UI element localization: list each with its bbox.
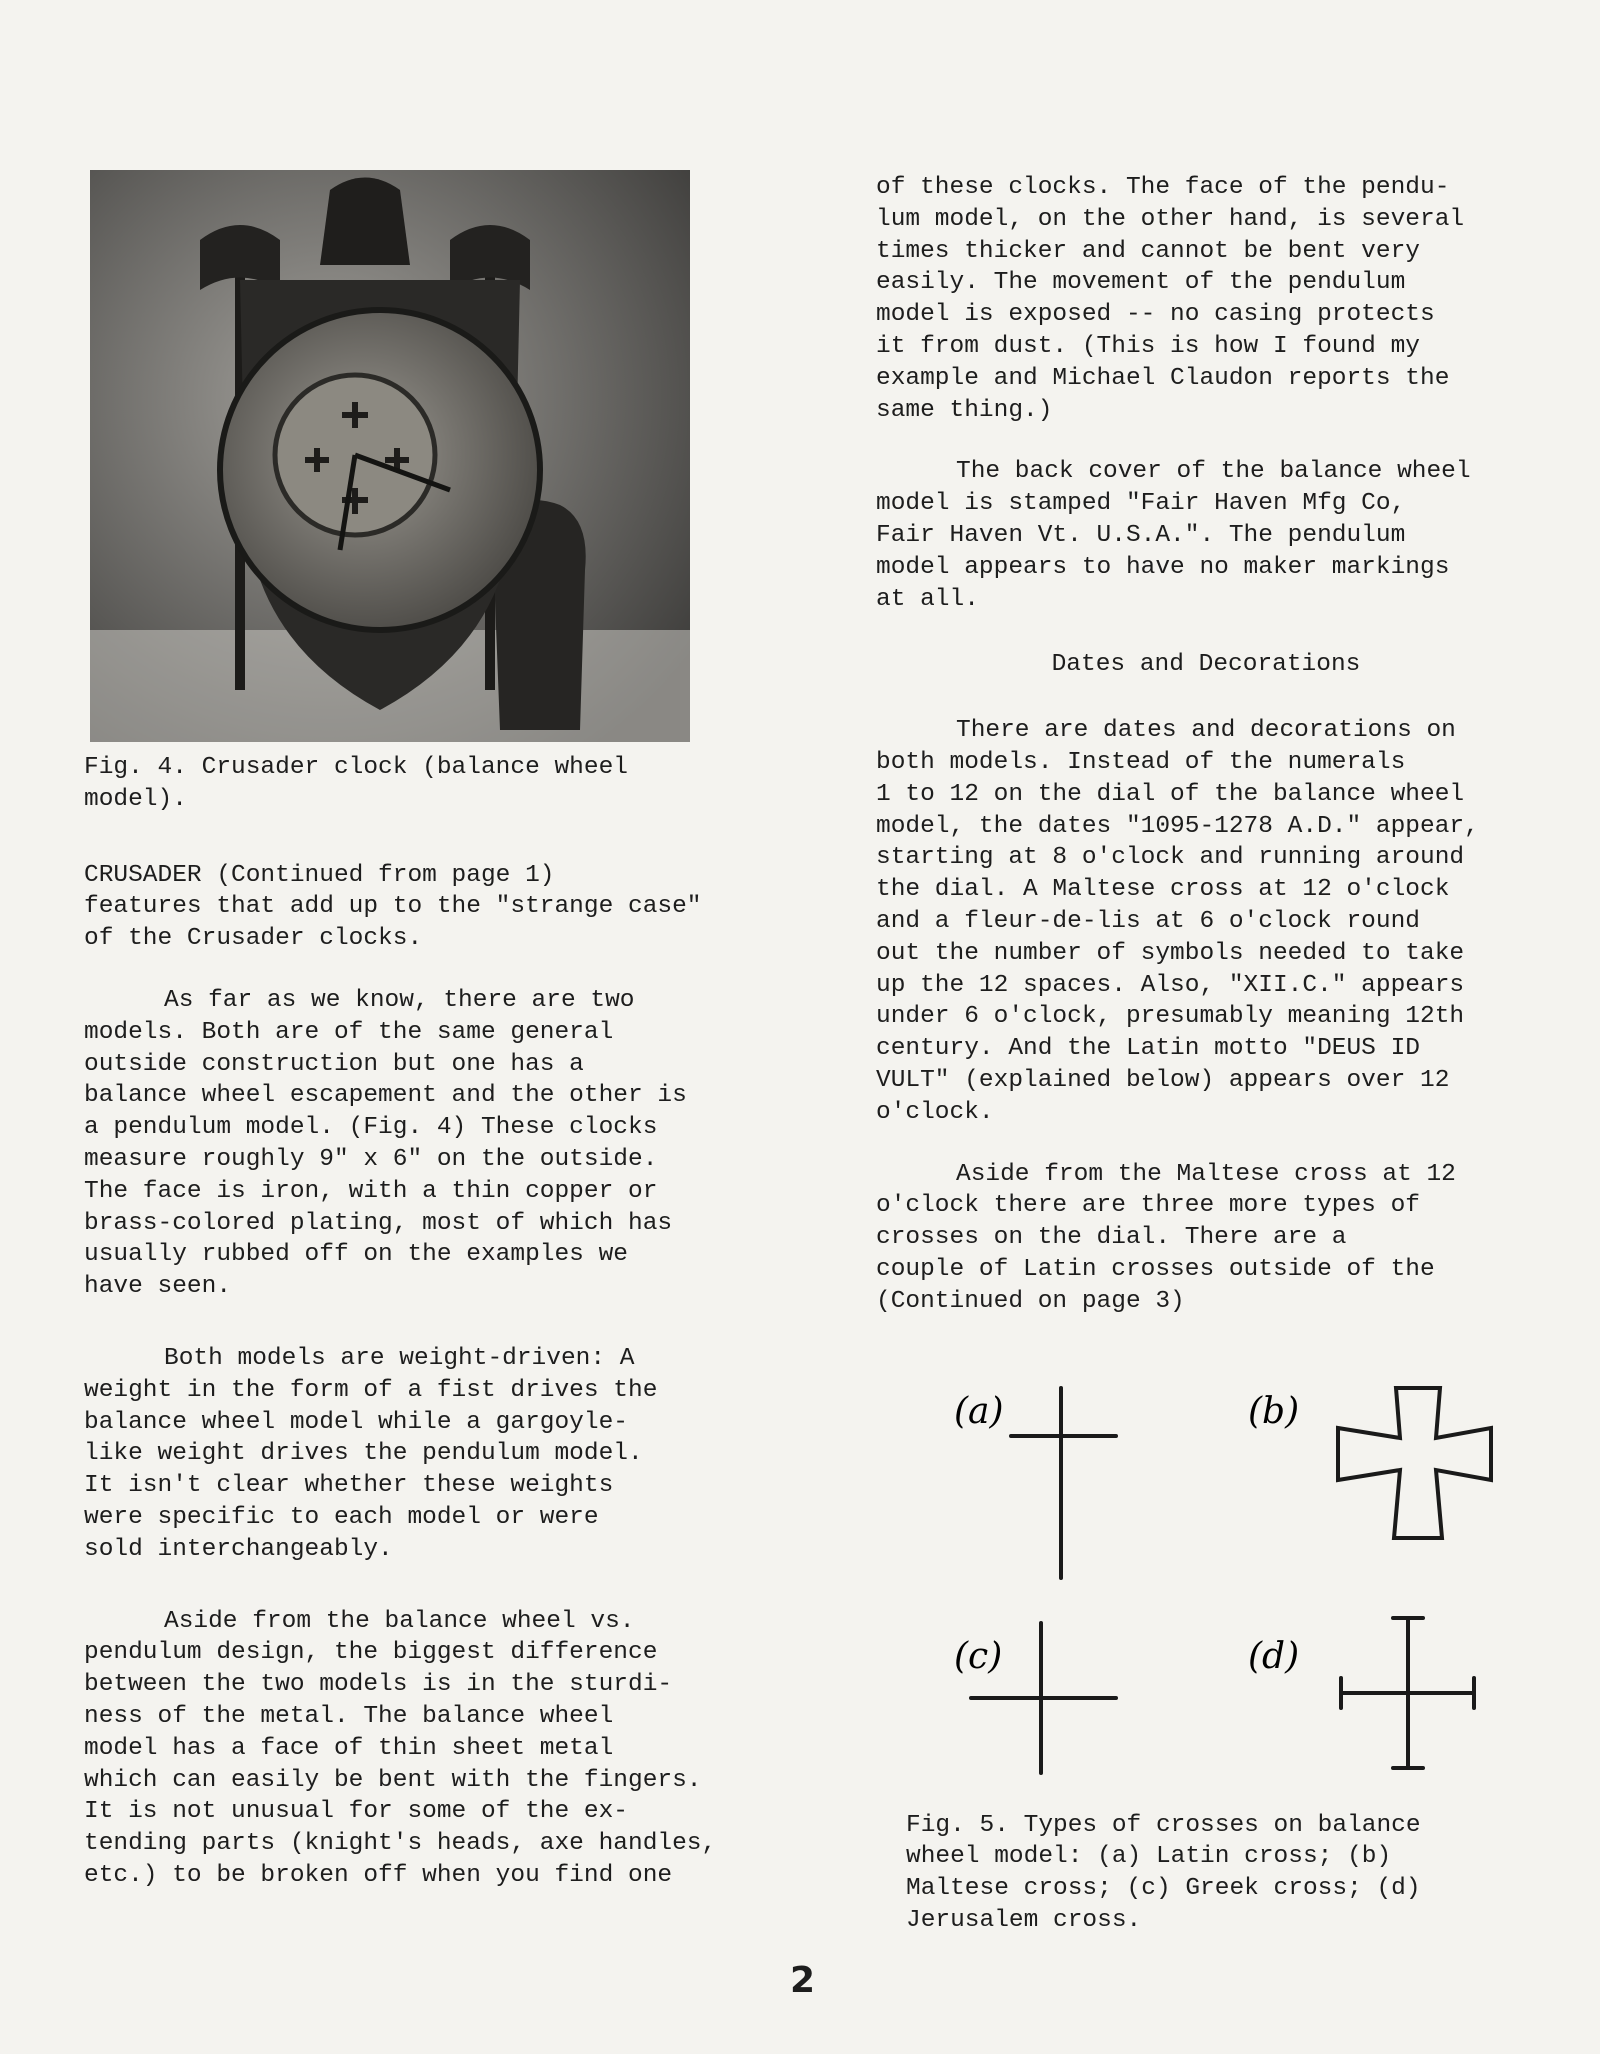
paragraph-two-models: As far as we know, there are two models. Both are of the same general outside construction but one has a balance wheel escapement and the other is a pendulum model. (Fig. 4) These clocks measure roughly 9" x 6" on the outside. The face is iron, with a thin copper or brass-colored plating, most of which has usually rubbed off on the examples we have seen. <box>84 986 687 1301</box>
crusader-clock-photo <box>90 170 690 742</box>
figure-4-caption: Fig. 4. Crusader clock (balance wheel model). <box>84 754 628 813</box>
cross-label-d: (d) <box>1248 1635 1300 1677</box>
paragraph-sturdiness: Aside from the balance wheel vs. pendulum design, the biggest difference between the two models is in the sturdi- ness of the metal. The balance wheel model has a face of thin sheet metal which can easily be bent with the fingers. It is not unusual for some of the ex- tending parts (knight's heads, axe handles, etc.) to be broken off when you find one <box>84 1607 717 1889</box>
figure-5-crosses <box>876 1368 1516 1798</box>
paragraph-crusader-intro: CRUSADER (Continued from page 1) features that add up to the "strange case" of the Crusader clocks. <box>84 861 702 953</box>
figure-5-caption: Fig. 5. Types of crosses on balance wheel model: (a) Latin cross; (b) Maltese cross; (c) Greek cross; (d) Jerusalem cross. <box>906 1811 1421 1934</box>
cross-label-c: (c) <box>954 1635 1003 1677</box>
paragraph-back-cover: The back cover of the balance wheel model is stamped "Fair Haven Mfg Co, Fair Haven Vt. U.S.A.". The pendulum model appears to have no maker markings at all. <box>876 458 1471 613</box>
right-column <box>876 172 1536 1937</box>
paragraph-weight-driven: Both models are weight-driven: A weight in the form of a fist drives the balance wheel model while a gargoyle- like weight drives the pendulum model. It isn't clear whether these weights were specific to each model or were sold interchangeably. <box>84 1344 658 1563</box>
section-heading-dates: Dates and Decorations <box>1051 651 1361 679</box>
paragraph-cross-types: Aside from the Maltese cross at 12 o'clock there are three more types of crosses on the dial. There are a couple of Latin crosses outside of the (Continued on page 3) <box>876 1160 1456 1315</box>
paragraph-pendulum-face: of these clocks. The face of the pendu- lum model, on the other hand, is several times thicker and cannot be bent very easily. The movement of the pendulum model is exposed -- no casing protects it from dust. (This is how I found my example and Michael Claudon reports the same thing.) <box>876 174 1465 424</box>
cross-label-a: (a) <box>954 1390 1004 1432</box>
cross-drawings <box>876 1368 1516 1798</box>
maltese-cross-icon <box>1338 1388 1491 1538</box>
cross-label-b: (b) <box>1248 1390 1300 1432</box>
paragraph-dates-decorations: There are dates and decorations on both models. Instead of the numerals 1 to 12 on the dial of the balance wheel model, the dates "1095-1278 A.D." appear, starting at 8 o'clock and running around the dial. A Maltese cross at 12 o'clock and a fleur-de-lis at 6 o'clock round out the number of symbols needed to take up the 12 spaces. Also, "XII.C." appears under 6 o'clock, presumably meaning 12th century. And the Latin motto "DEUS ID VULT" (explained below) appears over 12 o'clock. <box>876 717 1479 1126</box>
page-number: 2 <box>790 1960 816 2001</box>
left-column <box>84 170 774 1892</box>
clock-photo-illustration <box>90 170 690 742</box>
